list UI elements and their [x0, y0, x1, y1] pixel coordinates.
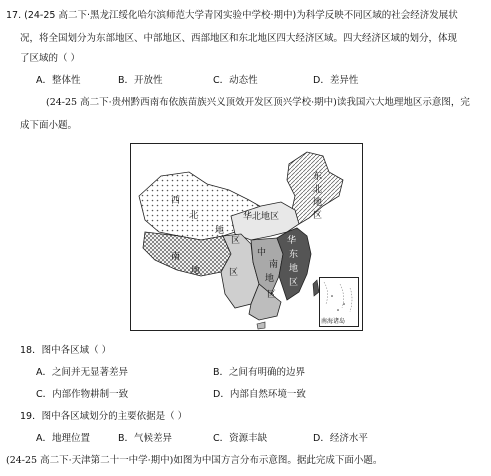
q17-stem-line1: 17. (24-25 高二下·黑龙江绥化哈尔滨师范大学青冈实验中学校·期中)为科学反映不同区域的社会经济发展状 [6, 10, 458, 21]
map-label-xinan-nan: 南 [171, 252, 181, 262]
map-label-hua: 华 [287, 236, 297, 246]
q18-option-c[interactable]: C．内部作物耕制一致 [36, 389, 129, 400]
map-label-zhong: 中 [257, 248, 267, 258]
intro-q18-19-line2: 成下面小题。 [20, 120, 78, 131]
map-label-dongbei-qu: 区 [313, 211, 323, 221]
q18-stem: 18．图中各区域（ ） [20, 345, 112, 356]
map-label-dong: 东 [289, 250, 299, 260]
map-label-di1: 地 [215, 226, 225, 236]
q19-option-a[interactable]: A．地理位置 [36, 433, 90, 444]
q17-option-c[interactable]: C．动态性 [213, 75, 258, 86]
map-label-dongbei-dong: 东 [313, 172, 323, 182]
map-label-qu2: 区 [229, 268, 239, 278]
map-label-huabei: 华北地区 [243, 212, 280, 222]
map-label-dongbei-bei: 北 [313, 185, 323, 195]
region-west-band [143, 232, 231, 276]
map-label-xi: 西 [171, 196, 181, 206]
map-label-nan: 南 [269, 260, 279, 270]
map-label-bei: 北 [189, 211, 199, 221]
map-label-qu4: 区 [289, 278, 299, 288]
inset-label: 南海诸岛 [321, 317, 346, 325]
map-label-di3: 地 [289, 264, 299, 274]
map-label-qu3: 区 [267, 290, 277, 300]
island-hainan [257, 322, 265, 329]
q19-option-c[interactable]: C．资源丰缺 [213, 433, 268, 444]
map-label-dongbei-di: 地 [313, 198, 323, 208]
intro-next-questions: (24-25 高二下·天津第二十一中学·期中)如图为中国方言分布示意图。据此完成下面小题。 [6, 455, 383, 466]
q17-option-b[interactable]: B．开放性 [118, 75, 163, 86]
q19-option-d[interactable]: D．经济水平 [313, 433, 368, 444]
q18-option-a[interactable]: A．之间并无显著差异 [36, 367, 128, 378]
q17-stem-line3: 了区域的（ ） [20, 53, 81, 64]
south-china-sea-inset [319, 277, 359, 327]
q19-stem: 19．图中各区域划分的主要依据是（ ） [20, 411, 188, 422]
map-label-xinan-di: 地 [191, 266, 201, 276]
china-regions-map [130, 143, 363, 331]
q18-option-b[interactable]: B．之间有明确的边界 [213, 367, 306, 378]
map-label-di2: 地 [265, 274, 275, 284]
q19-option-b[interactable]: B．气候差异 [118, 433, 173, 444]
intro-q18-19-line1: (24-25 高二下·贵州黔西南布依族苗族兴义顶效开发区顶兴学校·期中)读我国六大地理地区示意图，完 [46, 97, 470, 108]
q17-option-d[interactable]: D．差异性 [313, 75, 359, 86]
q17-option-a[interactable]: A．整体性 [36, 75, 81, 86]
q18-option-d[interactable]: D．内部自然环境一致 [213, 389, 306, 400]
q17-stem-line2: 况，将全国划分为东部地区、中部地区、西部地区和东北地区四大经济区域。四大经济区域的划分，体现 [20, 33, 458, 44]
map-label-qu1: 区 [231, 236, 241, 246]
inset-islands [320, 278, 358, 318]
